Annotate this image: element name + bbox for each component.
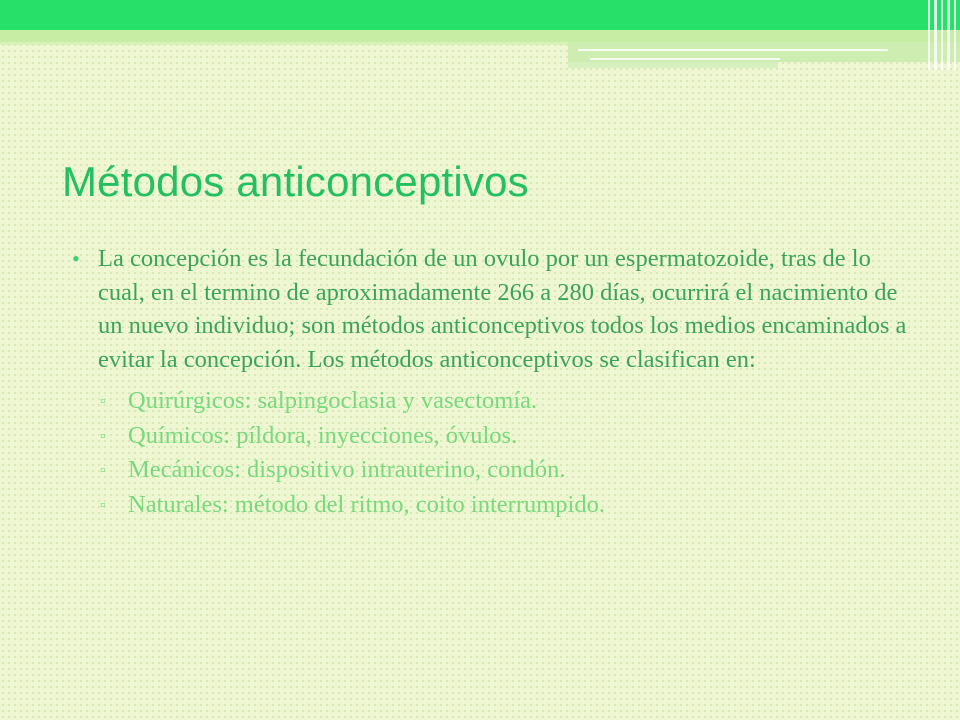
square-bullet-icon: ▫ <box>100 427 106 445</box>
main-bullet-text: La concepción es la fecundación de un ovulo por un espermatozoide, tras de lo cual, en el termino de aproximadamente 266 a 280 días, ocurrirá el nacimiento de un nuevo individuo; son métodos anticonceptivos todos los medios encaminados a evitar la concepción. Los métodos anticonceptivos se clasifican en: <box>98 245 907 373</box>
decor-vstripe-3 <box>941 0 943 70</box>
decor-line-1 <box>578 49 888 51</box>
sub-item-text: Quirúrgicos: salpingoclasia y vasectomía. <box>128 387 538 414</box>
main-bullet <box>72 242 912 376</box>
decor-bar-right-lower <box>568 62 778 68</box>
header-band-accent <box>0 30 960 42</box>
square-bullet-icon: ▫ <box>100 496 106 514</box>
sub-item-text: Mecánicos: dispositivo intrauterino, condón. <box>128 456 566 483</box>
square-bullet-icon: ▫ <box>100 462 106 479</box>
sub-item-text: Químicos: píldora, inyecciones, óvulos. <box>128 421 518 449</box>
decor-vstripe-2 <box>934 0 937 70</box>
slide-body <box>72 242 912 522</box>
sub-item <box>72 453 912 488</box>
header-band <box>0 0 960 30</box>
sub-item <box>72 488 912 523</box>
sub-item <box>72 384 912 419</box>
decor-vstripe-4 <box>947 0 950 70</box>
decor-vstripe-5 <box>954 0 956 70</box>
sub-item-text: Naturales: método del ritmo, coito interrumpido. <box>128 490 605 518</box>
sub-list <box>72 384 912 522</box>
bullet-dot-icon: • <box>72 246 80 271</box>
decor-line-2 <box>590 58 780 60</box>
sub-item <box>72 419 912 454</box>
slide-title: Métodos anticonceptivos <box>62 158 529 205</box>
decor-vstripe-1 <box>928 0 930 70</box>
square-bullet-icon: ▫ <box>100 393 106 410</box>
